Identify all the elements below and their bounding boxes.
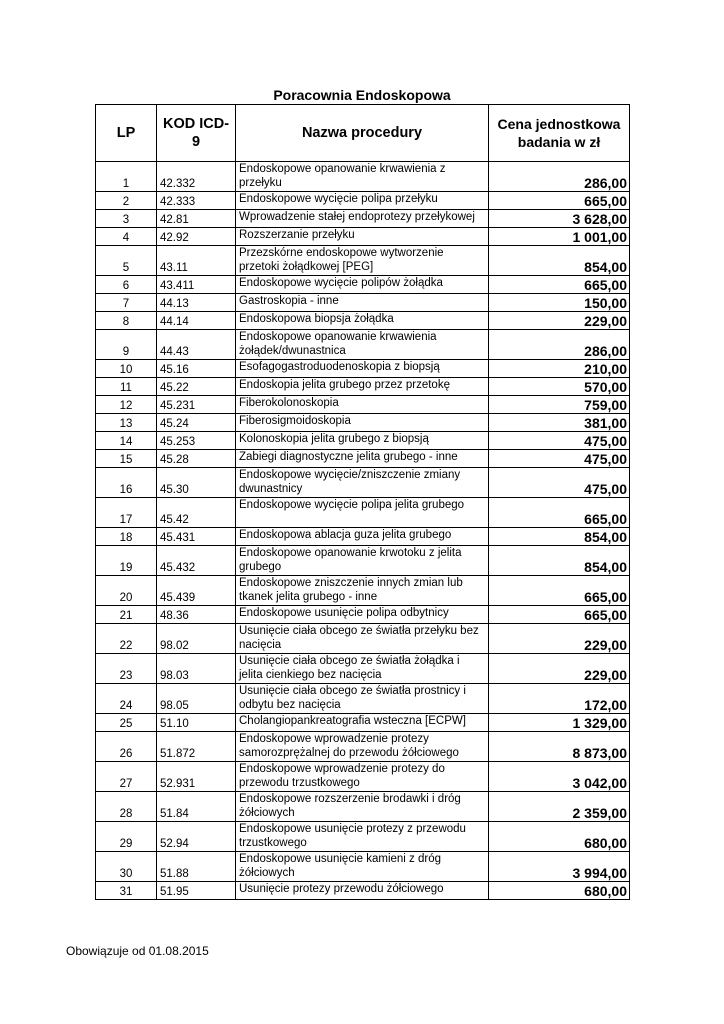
row-kod: 51.84: [157, 792, 236, 822]
row-kod: 51.10: [157, 714, 236, 732]
row-nazwa: Esofagogastroduodenoskopia z biopsją: [236, 360, 489, 378]
row-lp: 21: [96, 606, 157, 624]
row-cena: 229,00: [489, 654, 630, 684]
row-kod: 42.81: [157, 210, 236, 228]
row-nazwa: Zabiegi diagnostyczne jelita grubego - inne: [236, 450, 489, 468]
row-nazwa: Endoskopowa biopsja żołądka: [236, 312, 489, 330]
table-row: [96, 654, 630, 684]
procedures-table: [95, 104, 630, 900]
row-nazwa: Usunięcie ciała obcego ze światła przełyku bez nacięcia: [236, 624, 489, 654]
row-nazwa: Wprowadzenie stałej endoprotezy przełykowej: [236, 210, 489, 228]
table-row: [96, 276, 630, 294]
row-cena: 854,00: [489, 528, 630, 546]
row-lp: 2: [96, 192, 157, 210]
row-lp: 31: [96, 882, 157, 900]
row-cena: 1 001,00: [489, 228, 630, 246]
row-cena: 381,00: [489, 414, 630, 432]
row-kod: 43.411: [157, 276, 236, 294]
row-lp: 23: [96, 654, 157, 684]
row-cena: 759,00: [489, 396, 630, 414]
row-lp: 28: [96, 792, 157, 822]
table-row: [96, 546, 630, 576]
row-cena: 210,00: [489, 360, 630, 378]
row-nazwa: Endoskopowe zniszczenie innych zmian lub tkanek jelita grubego - inne: [236, 576, 489, 606]
row-nazwa: Fiberokolonoskopia: [236, 396, 489, 414]
table-row: [96, 882, 630, 900]
row-kod: 52.94: [157, 822, 236, 852]
table-row: [96, 762, 630, 792]
row-nazwa: Endoskopowe wycięcie/zniszczenie zmiany dwunastnicy: [236, 468, 489, 498]
row-cena: 680,00: [489, 882, 630, 900]
row-lp: 18: [96, 528, 157, 546]
table-row: [96, 792, 630, 822]
row-lp: 14: [96, 432, 157, 450]
row-nazwa: Cholangiopankreatografia wsteczna [ECPW]: [236, 714, 489, 732]
row-cena: 475,00: [489, 432, 630, 450]
row-nazwa: Endoskopowe wprowadzenie protezy do przewodu trzustkowego: [236, 762, 489, 792]
row-nazwa: Endoskopowe wycięcie polipa przełyku: [236, 192, 489, 210]
row-lp: 20: [96, 576, 157, 606]
table-row: [96, 228, 630, 246]
row-cena: 570,00: [489, 378, 630, 396]
row-kod: 45.42: [157, 498, 236, 528]
row-kod: 42.92: [157, 228, 236, 246]
table-row: [96, 732, 630, 762]
row-kod: 45.24: [157, 414, 236, 432]
row-kod: 44.14: [157, 312, 236, 330]
table-row: [96, 378, 630, 396]
table-row: [96, 246, 630, 276]
row-nazwa: Kolonoskopia jelita grubego z biopsją: [236, 432, 489, 450]
table-row: [96, 432, 630, 450]
table-row: [96, 360, 630, 378]
row-nazwa: Usunięcie ciała obcego ze światła żołądka i jelita cienkiego bez nacięcia: [236, 654, 489, 684]
row-lp: 5: [96, 246, 157, 276]
table-row: [96, 162, 630, 192]
header-nazwa: Nazwa procedury: [236, 105, 489, 162]
row-cena: 475,00: [489, 468, 630, 498]
row-nazwa: Endoskopowe wycięcie polipa jelita grubego: [236, 498, 489, 528]
table-body: [96, 162, 630, 900]
footer-note: Obowiązuje od 01.08.2015: [66, 944, 209, 958]
row-nazwa: Przezskórne endoskopowe wytworzenie przetoki żołądkowej [PEG]: [236, 246, 489, 276]
row-cena: 665,00: [489, 606, 630, 624]
table-row: [96, 852, 630, 882]
table-row: [96, 606, 630, 624]
row-cena: 3 042,00: [489, 762, 630, 792]
row-nazwa: Usunięcie ciała obcego ze światła prostnicy i odbytu bez nacięcia: [236, 684, 489, 714]
row-cena: 229,00: [489, 624, 630, 654]
row-lp: 16: [96, 468, 157, 498]
row-kod: 45.253: [157, 432, 236, 450]
row-kod: 45.231: [157, 396, 236, 414]
row-cena: 665,00: [489, 276, 630, 294]
row-lp: 6: [96, 276, 157, 294]
row-lp: 3: [96, 210, 157, 228]
row-kod: 51.95: [157, 882, 236, 900]
row-nazwa: Endoskopowe opanowanie krwawienia z przełyku: [236, 162, 489, 192]
page-title: Poracownia Endoskopowa: [273, 87, 451, 103]
table-row: [96, 330, 630, 360]
table-row: [96, 312, 630, 330]
row-kod: 43.11: [157, 246, 236, 276]
row-lp: 11: [96, 378, 157, 396]
table-row: [96, 294, 630, 312]
row-nazwa: Endoskopowe usunięcie kamieni z dróg żółciowych: [236, 852, 489, 882]
row-lp: 13: [96, 414, 157, 432]
row-cena: 475,00: [489, 450, 630, 468]
row-cena: 286,00: [489, 330, 630, 360]
row-lp: 12: [96, 396, 157, 414]
row-cena: 854,00: [489, 246, 630, 276]
row-nazwa: Endoskopowe usunięcie polipa odbytnicy: [236, 606, 489, 624]
row-nazwa: Endoskopowe opanowanie krwawienia żołądek/dwunastnica: [236, 330, 489, 360]
row-kod: 44.13: [157, 294, 236, 312]
table-row: [96, 624, 630, 654]
row-nazwa: Endoskopowa ablacja guza jelita grubego: [236, 528, 489, 546]
table-row: [96, 396, 630, 414]
table-row: [96, 192, 630, 210]
row-lp: 1: [96, 162, 157, 192]
row-kod: 51.88: [157, 852, 236, 882]
table-row: [96, 576, 630, 606]
row-kod: 98.05: [157, 684, 236, 714]
row-nazwa: Usunięcie protezy przewodu żółciowego: [236, 882, 489, 900]
table-row: [96, 822, 630, 852]
row-cena: 8 873,00: [489, 732, 630, 762]
row-nazwa: Endoskopowe wprowadzenie protezy samorozprężalnej do przewodu żółciowego: [236, 732, 489, 762]
row-kod: 52.931: [157, 762, 236, 792]
row-kod: 45.431: [157, 528, 236, 546]
row-kod: 42.332: [157, 162, 236, 192]
header-kod: KOD ICD-9: [157, 105, 236, 162]
row-nazwa: Endoskopowe opanowanie krwotoku z jelita grubego: [236, 546, 489, 576]
header-cena: Cena jednostkowa badania w zł: [489, 105, 630, 162]
row-kod: 45.16: [157, 360, 236, 378]
row-kod: 48.36: [157, 606, 236, 624]
table-row: [96, 498, 630, 528]
row-nazwa: Endoskopowe wycięcie polipów żołądka: [236, 276, 489, 294]
table-row: [96, 528, 630, 546]
row-lp: 24: [96, 684, 157, 714]
row-nazwa: Endoskopowe rozszerzenie brodawki i dróg żółciowych: [236, 792, 489, 822]
row-kod: 45.439: [157, 576, 236, 606]
table-row: [96, 414, 630, 432]
row-cena: 854,00: [489, 546, 630, 576]
row-cena: 665,00: [489, 576, 630, 606]
row-lp: 8: [96, 312, 157, 330]
row-kod: 45.432: [157, 546, 236, 576]
row-kod: 51.872: [157, 732, 236, 762]
table-row: [96, 210, 630, 228]
row-cena: 229,00: [489, 312, 630, 330]
row-kod: 45.30: [157, 468, 236, 498]
row-cena: 665,00: [489, 192, 630, 210]
row-lp: 29: [96, 822, 157, 852]
row-kod: 45.28: [157, 450, 236, 468]
row-cena: 1 329,00: [489, 714, 630, 732]
row-nazwa: Rozszerzanie przełyku: [236, 228, 489, 246]
table-row: [96, 714, 630, 732]
header-row: [96, 105, 630, 162]
row-lp: 15: [96, 450, 157, 468]
row-lp: 10: [96, 360, 157, 378]
row-lp: 19: [96, 546, 157, 576]
row-lp: 9: [96, 330, 157, 360]
row-cena: 172,00: [489, 684, 630, 714]
row-lp: 25: [96, 714, 157, 732]
row-nazwa: Endoskopia jelita grubego przez przetokę: [236, 378, 489, 396]
table-row: [96, 468, 630, 498]
row-cena: 680,00: [489, 822, 630, 852]
row-cena: 3 994,00: [489, 852, 630, 882]
row-cena: 2 359,00: [489, 792, 630, 822]
row-kod: 98.03: [157, 654, 236, 684]
row-cena: 286,00: [489, 162, 630, 192]
row-lp: 27: [96, 762, 157, 792]
row-lp: 26: [96, 732, 157, 762]
row-kod: 98.02: [157, 624, 236, 654]
row-nazwa: Gastroskopia - inne: [236, 294, 489, 312]
row-lp: 17: [96, 498, 157, 528]
row-kod: 45.22: [157, 378, 236, 396]
row-kod: 42.333: [157, 192, 236, 210]
row-cena: 665,00: [489, 498, 630, 528]
row-lp: 30: [96, 852, 157, 882]
row-lp: 4: [96, 228, 157, 246]
row-cena: 150,00: [489, 294, 630, 312]
row-nazwa: Endoskopowe usunięcie protezy z przewodu trzustkowego: [236, 822, 489, 852]
row-lp: 22: [96, 624, 157, 654]
table-row: [96, 684, 630, 714]
row-kod: 44.43: [157, 330, 236, 360]
row-lp: 7: [96, 294, 157, 312]
table-row: [96, 450, 630, 468]
row-nazwa: Fiberosigmoidoskopia: [236, 414, 489, 432]
header-lp: LP: [96, 105, 157, 162]
row-cena: 3 628,00: [489, 210, 630, 228]
